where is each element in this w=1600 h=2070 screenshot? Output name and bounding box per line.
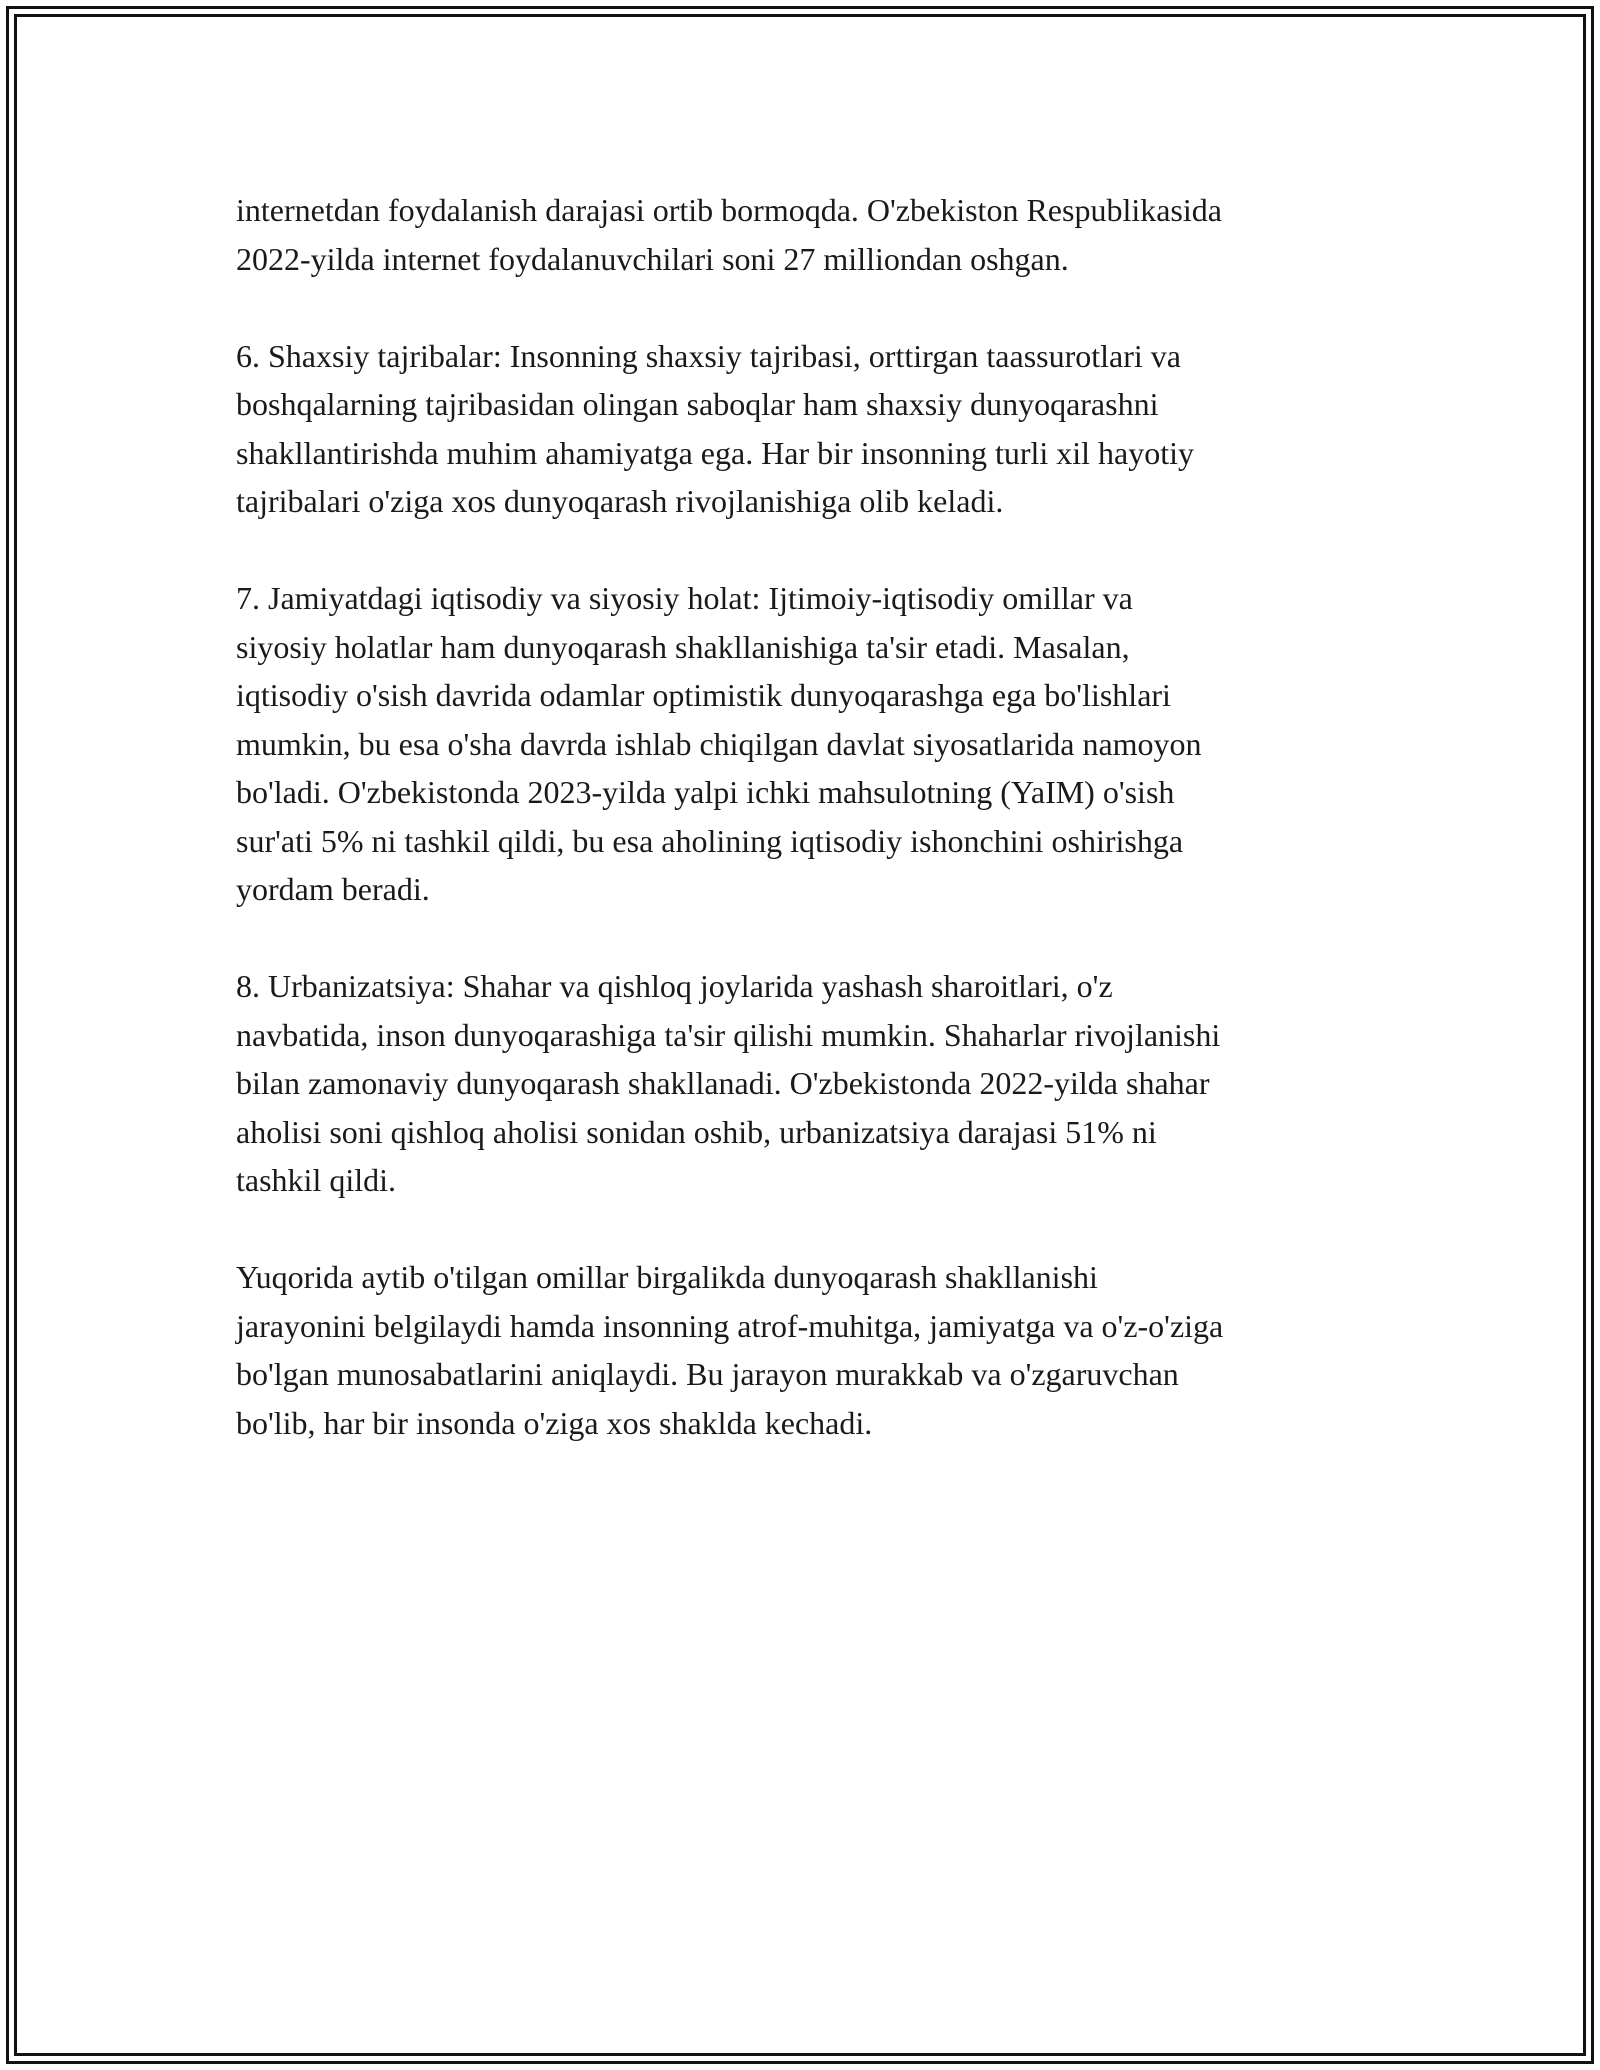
document-body [236, 186, 1386, 1496]
paragraph-urbanization: 8. Urbanizatsiya: Shahar va qishloq joylarida yashash sharoitlari, o'z navbatida, inson dunyoqarashiga ta'sir qilishi mumkin. Shaharlar rivojlanishi bilan zamonaviy dunyoqarash shakllanadi. O'zbekistonda 2022-yilda shahar aholisi soni qishloq aholisi sonidan oshib, urbanizatsiya darajasi 51% ni tashkil qildi. [236, 968, 1221, 1198]
paragraph-economic-political: 7. Jamiyatdagi iqtisodiy va siyosiy holat: Ijtimoiy-iqtisodiy omillar va siyosiy holatlar ham dunyoqarash shakllanishiga ta'sir etadi. Masalan, iqtisodiy o'sish davrida odamlar optimistik dunyoqarashga ega bo'lishlari mumkin, bu esa o'sha davrda ishlab chiqilgan davlat siyosatlarida namoyon bo'ladi. O'zbekistonda 2023-yilda yalpi ichki mahsulotning (YaIM) o'sish sur'ati 5% ni tashkil qildi, bu esa aholining iqtisodiy ishonchini oshirishga yordam beradi. [236, 580, 1202, 907]
paragraph-personal-experience: 6. Shaxsiy tajribalar: Insonning shaxsiy tajribasi, orttirgan taassurotlari va boshqalarning tajribasidan olingan saboqlar ham shaxsiy dunyoqarashni shakllantirishda muhim ahamiyatga ega. Har bir insonning turli xil hayotiy tajribalari o'ziga xos dunyoqarash rivojlanishiga olib keladi. [236, 337, 1195, 519]
paragraph-conclusion: Yuqorida aytib o'tilgan omillar birgalikda dunyoqarash shakllanishi jarayonini belgilaydi hamda insonning atrof-muhitga, jamiyatga va o'z-o'ziga bo'lgan munosabatlarini aniqlaydi. Bu jarayon murakkab va o'zgaruvchan bo'lib, har bir insonda o'ziga xos shaklda kechadi. [236, 1259, 1224, 1441]
paragraph-internet-usage: internetdan foydalanish darajasi ortib bormoqda. O'zbekiston Respublikasida 2022-yilda internet foydalanuvchilari soni 27 milliondan oshgan. [236, 192, 1222, 277]
